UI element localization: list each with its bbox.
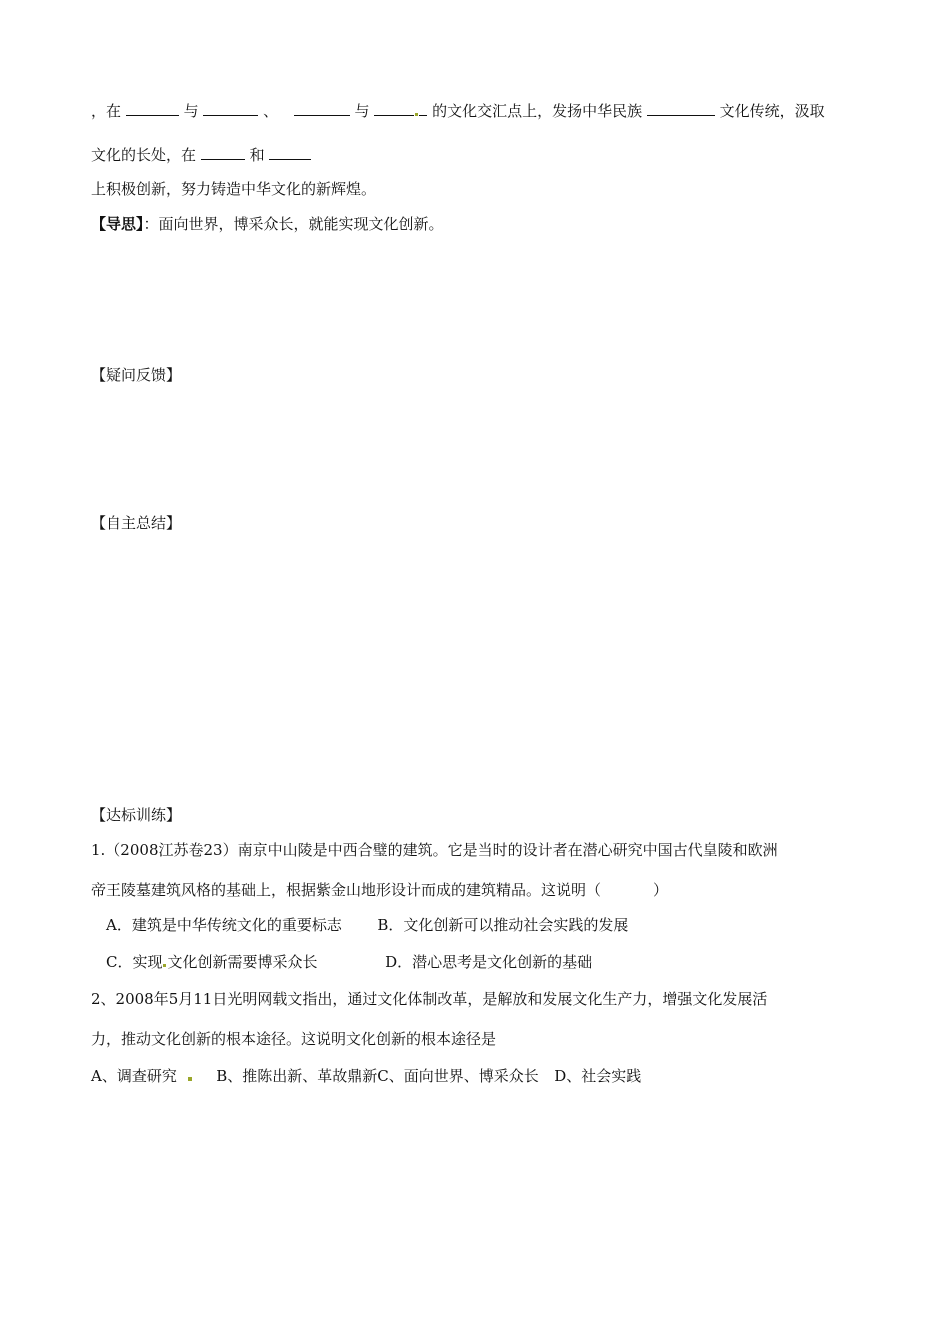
option-c-part: 文化创新需要博采众长	[167, 953, 318, 971]
answer-blank[interactable]	[647, 101, 715, 116]
answer-blank[interactable]	[203, 101, 258, 116]
section-heading-summary: 【自主总结】	[91, 514, 182, 532]
answer-blank[interactable]	[269, 145, 311, 160]
option-c-part: C．实现	[106, 953, 163, 971]
answer-blank[interactable]	[419, 101, 427, 116]
text-segment: 与	[354, 102, 370, 120]
text-segment: 与	[183, 102, 199, 120]
question-2-line-1: 2、2008年5月11日光明网载文指出，通过文化体制改革，是解放和发展文化生产力，增强文化发展活	[91, 990, 768, 1008]
stray-dot-mark	[415, 113, 418, 116]
option-b[interactable]: B、推陈出新、革故鼎新	[216, 1067, 378, 1085]
question-1-line-1: 1.（2008江苏卷23）南京中山陵是中西合璧的建筑。它是当时的设计者在潜心研究中国古代皇陵和欧洲	[91, 841, 778, 859]
answer-blank[interactable]	[374, 101, 414, 116]
fill-blank-line-1	[91, 101, 825, 121]
section-heading-training: 【达标训练】	[91, 806, 182, 824]
fill-blank-line-2	[91, 145, 311, 165]
answer-blank[interactable]	[294, 101, 350, 116]
question-1-paren-close: ）	[653, 881, 669, 899]
daosi-text: ：面向世界，博采众长，就能实现文化创新。	[143, 215, 444, 233]
daosi-line	[91, 214, 444, 234]
fill-blank-line-3: 上积极创新，努力铸造中华文化的新辉煌。	[91, 180, 377, 198]
question-2-options	[91, 1066, 641, 1086]
question-1-options-cd	[106, 952, 592, 972]
text-segment: 、	[263, 102, 279, 120]
stray-dot-mark	[188, 1077, 192, 1081]
section-heading-feedback: 【疑问反馈】	[91, 366, 182, 384]
option-c[interactable]: C、面向世界、博采众长	[377, 1067, 539, 1085]
question-2-line-2: 力，推动文化创新的根本途径。这说明文化创新的根本途径是	[91, 1030, 497, 1048]
question-1-line-2	[91, 880, 668, 900]
option-b[interactable]: B．文化创新可以推动社会实践的发展	[377, 916, 629, 934]
text-segment: ，在	[91, 102, 122, 120]
text-segment: 和	[249, 146, 265, 164]
text-segment: 的文化交汇点上，发扬中华民族	[432, 102, 643, 120]
option-a[interactable]: A．建筑是中华传统文化的重要标志	[106, 916, 342, 934]
answer-blank[interactable]	[126, 101, 179, 116]
question-1-options-ab	[106, 915, 628, 935]
text-segment: 文化传统，汲取	[719, 102, 825, 120]
text-segment: 文化的长处，在	[91, 146, 197, 164]
question-1-text: 帝王陵墓建筑风格的基础上，根据紫金山地形设计而成的建筑精品。这说明（	[91, 881, 602, 899]
option-d[interactable]: D．潜心思考是文化创新的基础	[385, 953, 593, 971]
daosi-label: 【导思】	[91, 215, 144, 233]
option-c[interactable]	[106, 953, 318, 971]
option-d[interactable]: D、社会实践	[554, 1067, 642, 1085]
answer-blank[interactable]	[201, 145, 245, 160]
option-a[interactable]: A、调查研究	[91, 1067, 177, 1085]
